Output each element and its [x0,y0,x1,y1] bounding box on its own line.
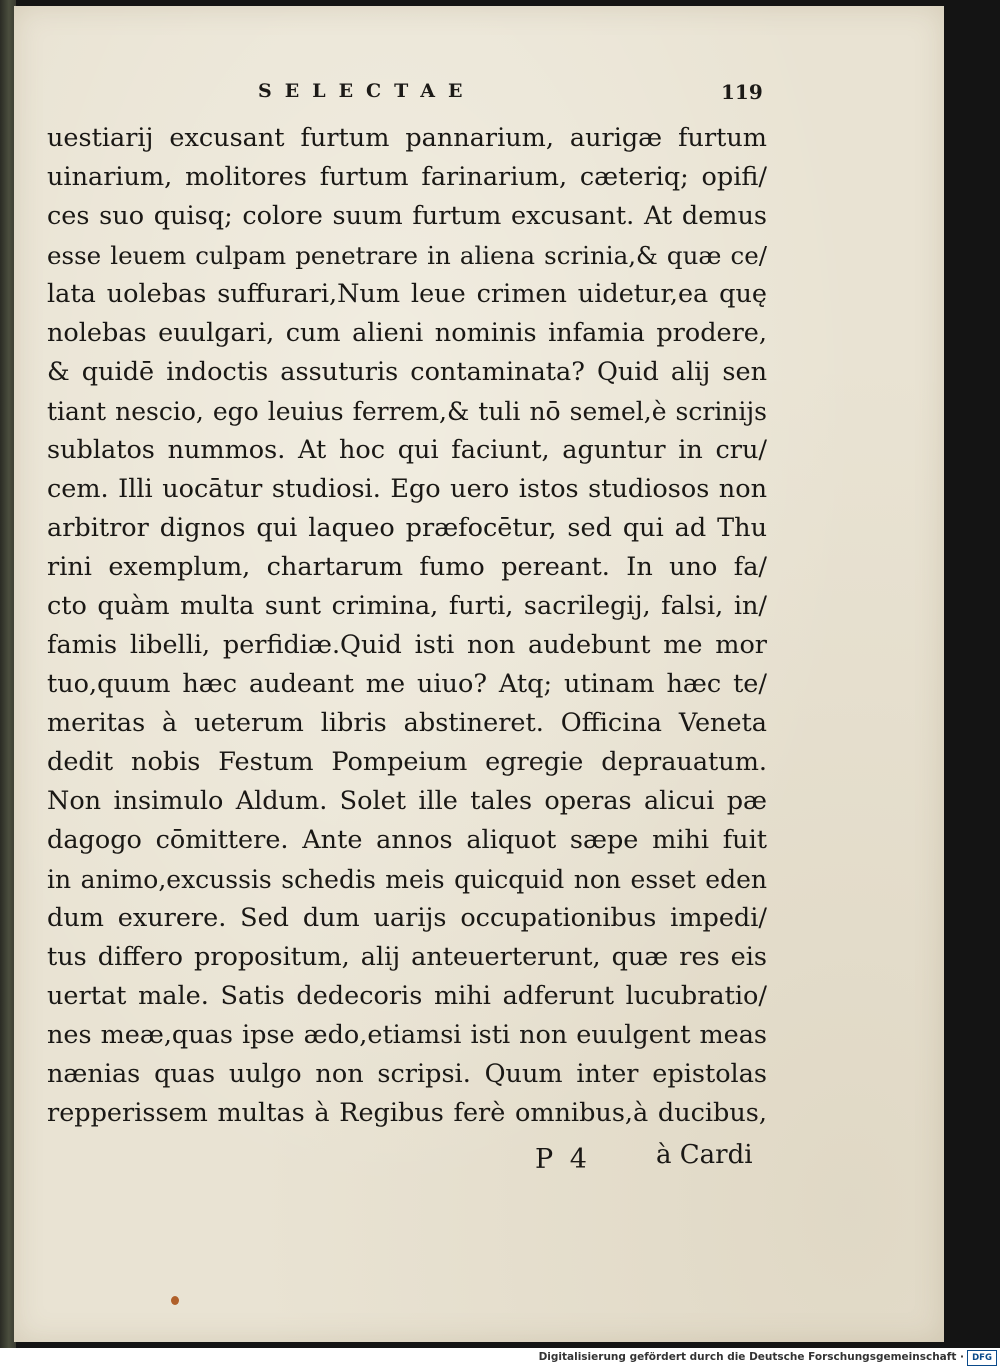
text-block [47,119,767,1133]
text-line: Non insimulo Aldum. Solet ille tales operas alicui pæ [47,786,767,816]
funding-credit: Digitalisierung gefördert durch die Deutsche Forschungsgemeinschaft · [538,1351,964,1363]
text-line: & quidē indoctis assuturis contaminata? Quid alij sen [47,357,767,387]
text-line: nænias quas uulgo non scripsi. Quum inter epistolas [47,1059,767,1089]
text-line: nes meæ,quas ipse ædo,etiamsi isti non euulgent meas [47,1020,767,1050]
text-line: sublatos nummos. At hoc qui faciunt, aguntur in cru/ [47,435,767,465]
text-line: dum exurere. Sed dum uarijs occupationibus impedi/ [47,903,767,933]
text-line: cem. Illi uocātur studiosi. Ego uero istos studiosos non [47,474,767,504]
text-line: rini exemplum, chartarum fumo pereant. In uno fa/ [47,552,767,582]
text-line: tus differo propositum, alij anteuerterunt, quæ res eis [47,942,767,972]
text-line: arbitror dignos qui laqueo præfocētur, sed qui ad Thu [47,513,767,543]
text-line: dagogo cōmittere. Ante annos aliquot sæpe mihi fuit [47,825,767,855]
text-line: tiant nescio, ego leuius ferrem,& tuli nō semel,è scrinijs [47,397,767,426]
text-line: esse leuem culpam penetrare in aliena scrinia,& quæ ce/ [47,241,767,270]
text-line: nolebas euulgari, cum alieni nominis infamia prodere, [47,318,767,348]
text-line: repperissem multas à Regibus ferè omnibus,à ducibus, [47,1098,767,1128]
text-line: uertat male. Satis dedecoris mihi adferunt lucubratio/ [47,981,767,1011]
text-line: tuo,quum hæc audeant me uiuo? Atq; utinam hæc te/ [47,669,767,699]
paper-stain [171,1296,179,1305]
text-line: ces suo quisq; colore suum furtum excusant. At demus [47,201,767,231]
text-line: cto quàm multa sunt crimina, furti, sacrilegij, falsi, in/ [47,591,767,621]
signature-mark: P 4 [535,1144,591,1175]
text-line: meritas à ueterum libris abstineret. Officina Veneta [47,708,767,738]
text-line: lata uolebas suffurari,Num leue crimen uidetur,ea quę [47,279,767,309]
page-number: 119 [721,80,763,104]
text-line: uinarium, molitores furtum farinarium, cæteriq; opifi/ [47,162,767,192]
catchword: à Cardi [656,1140,753,1170]
dfg-logo-icon: DFG [967,1350,997,1366]
text-line: uestiarij excusant furtum pannarium, aurigæ furtum [47,123,767,153]
text-line: famis libelli, perfidiæ.Quid isti non audebunt me mor [47,630,767,660]
text-line: dedit nobis Festum Pompeium egregie deprauatum. [47,747,767,777]
text-line: in animo,excussis schedis meis quicquid non esset eden [47,865,767,894]
running-head: SELECTAE [258,80,476,102]
